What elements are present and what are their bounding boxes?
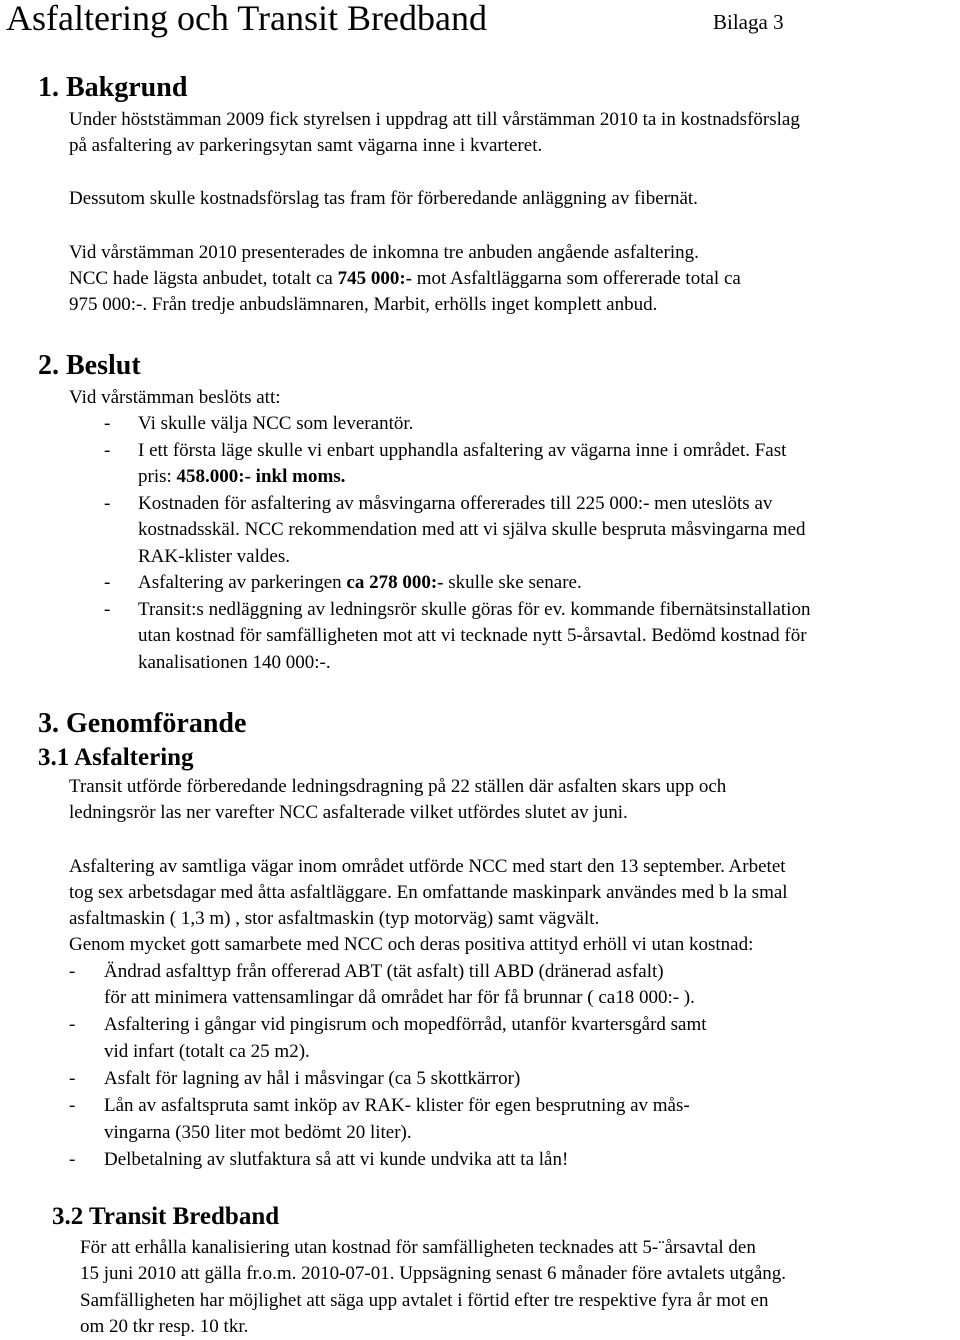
beslut-item-3-line-3: RAK-klister valdes. xyxy=(138,546,290,567)
beslut-item-1: Vi skulle välja NCC som leverantör. xyxy=(138,413,414,434)
bullet-dash: - xyxy=(69,1068,76,1089)
beslut-item-2-line-1: I ett första läge skulle vi enbart upphandla asfaltering av vägarna inne i området. Fast xyxy=(138,440,787,461)
bakgrund-line-2: på asfaltering av parkeringsytan samt vägarna inne i kvarteret. xyxy=(69,135,543,156)
benefit-1-line-1: Ändrad asfalttyp från offererad ABT (tät asfalt) till ABD (dränerad asfalt) xyxy=(104,961,664,982)
bakgrund-line-3: Dessutom skulle kostnadsförslag tas fram för förberedande anläggning av fibernät. xyxy=(69,188,698,209)
asfaltering-line-4: tog sex arbetsdagar med åtta asfaltläggare. En omfattande maskinpark användes med b la smal xyxy=(69,882,788,903)
beslut-item-5-line-3: kanalisationen 140 000:-. xyxy=(138,652,331,673)
bullet-dash: - xyxy=(104,413,111,434)
asfaltering-line-2: ledningsrör las ner varefter NCC asfalterade vilket utfördes slutet av juni. xyxy=(69,802,628,823)
bullet-dash: - xyxy=(69,1095,76,1116)
benefit-4-line-1: Lån av asfaltspruta samt inköp av RAK- klister för egen besprutning av mås- xyxy=(104,1095,690,1116)
bullet-dash: - xyxy=(104,440,111,461)
beslut-item-3-line-1: Kostnaden för asfaltering av måsvingarna offererades till 225 000:- men uteslöts av xyxy=(138,493,773,514)
beslut-item-3-line-2: kostnadsskäl. NCC rekommendation med att vi själva skulle bespruta måsvingarna med xyxy=(138,519,806,540)
bakgrund-line-4: Vid vårstämman 2010 presenterades de inkomna tre anbuden angående asfaltering. xyxy=(69,242,699,263)
bakgrund-line-1: Under höststämman 2009 fick styrelsen i uppdrag att till vårstämman 2010 ta in kostnadsförslag xyxy=(69,109,800,130)
beslut-item-4: Asfaltering av parkeringen ca 278 000:- skulle ske senare. xyxy=(138,572,582,593)
benefit-1-line-2: för att minimera vattensamlingar då området har för få brunnar ( ca18 000:- ). xyxy=(104,987,695,1008)
document-title: Asfaltering och Transit Bredband xyxy=(6,0,487,38)
benefit-5: Delbetalning av slutfaktura så att vi kunde undvika att ta lån! xyxy=(104,1149,569,1170)
bullet-dash: - xyxy=(69,1149,76,1170)
bullet-dash: - xyxy=(69,961,76,982)
transit-line-4: om 20 tkr resp. 10 tkr. xyxy=(80,1316,249,1337)
beslut-item-5-line-1: Transit:s nedläggning av ledningsrör skulle göras för ev. kommande fibernätsinstallation xyxy=(138,599,811,620)
asfaltering-line-1: Transit utförde förberedande ledningsdragning på 22 ställen där asfalten skars upp och xyxy=(69,776,727,797)
bakgrund-line-5: NCC hade lägsta anbudet, totalt ca 745 000:- mot Asfaltläggarna som offererade total ca xyxy=(69,268,741,289)
benefit-3: Asfalt för lagning av hål i måsvingar (ca 5 skottkärror) xyxy=(104,1068,521,1089)
subsection-3-2-heading: 3.2 Transit Bredband xyxy=(52,1203,280,1230)
asfaltering-line-3: Asfaltering av samtliga vägar inom området utförde NCC med start den 13 september. Arbetet xyxy=(69,856,786,877)
bullet-dash: - xyxy=(104,493,111,514)
bullet-dash: - xyxy=(104,599,111,620)
benefit-2-line-1: Asfaltering i gångar vid pingisrum och mopedförråd, utanför kvartersgård samt xyxy=(104,1014,707,1035)
subsection-3-1-heading: 3.1 Asfaltering xyxy=(38,744,194,771)
attachment-label: Bilaga 3 xyxy=(713,10,784,34)
beslut-item-5-line-2: utan kostnad för samfälligheten mot att vi tecknade nytt 5-årsavtal. Bedömd kostnad för xyxy=(138,625,807,646)
bullet-dash: - xyxy=(104,572,111,593)
asfaltering-line-6: Genom mycket gott samarbete med NCC och deras positiva attityd erhöll vi utan kostnad: xyxy=(69,934,754,955)
section-2-heading: 2. Beslut xyxy=(38,350,141,381)
beslut-intro: Vid vårstämman beslöts att: xyxy=(69,387,281,408)
beslut-item-2-line-2: pris: 458.000:- inkl moms. xyxy=(138,466,346,487)
benefit-2-line-2: vid infart (totalt ca 25 m2). xyxy=(104,1041,310,1062)
transit-line-1: För att erhålla kanalisiering utan kostnad för samfälligheten tecknades att 5-¨årsavtal den xyxy=(80,1237,756,1258)
section-3-heading: 3. Genomförande xyxy=(38,708,247,739)
benefit-4-line-2: vingarna (350 liter mot bedömt 20 liter). xyxy=(104,1122,412,1143)
asfaltering-line-5: asfaltmaskin ( 1,3 m) , stor asfaltmaskin (typ motorväg) samt vägvält. xyxy=(69,908,600,929)
transit-line-3: Samfälligheten har möjlighet att säga upp avtalet i förtid efter tre respektive fyra år mot en xyxy=(80,1290,769,1311)
bakgrund-line-6: 975 000:-. Från tredje anbudslämnaren, Marbit, erhölls inget komplett anbud. xyxy=(69,294,658,315)
bullet-dash: - xyxy=(69,1014,76,1035)
section-1-heading: 1. Bakgrund xyxy=(38,72,188,103)
transit-line-2: 15 juni 2010 att gälla fr.o.m. 2010-07-01. Uppsägning senast 6 månader före avtalets utgång. xyxy=(80,1263,787,1284)
